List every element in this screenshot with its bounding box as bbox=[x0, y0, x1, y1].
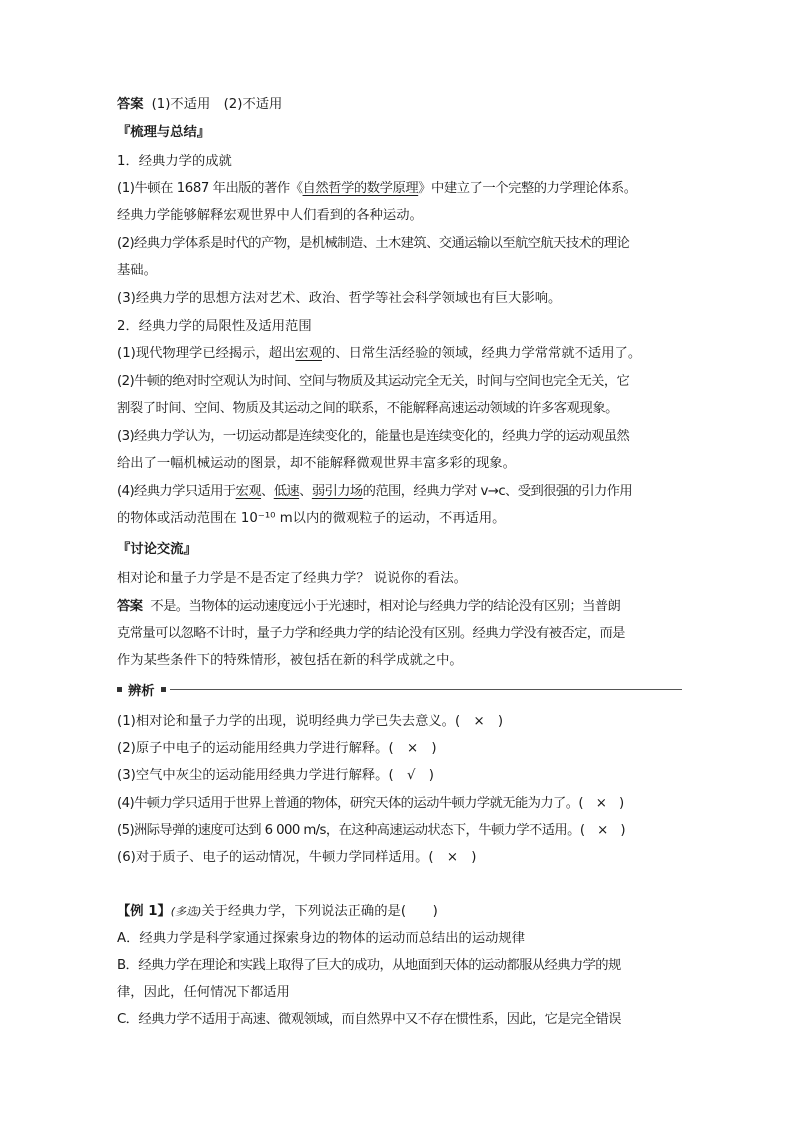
judge-item: (6)对于质子、电子的运动情况，牛顿力学同样适用。( × ) bbox=[117, 850, 477, 865]
s2-p4-u3: 弱引力场 bbox=[311, 484, 363, 499]
s2-p4-post: 的范围，经典力学对 v→c、受到很强的引力作用 bbox=[362, 484, 633, 499]
s1-p1-line2: 经典力学能够解释宏观世界中人们看到的各种运动。 bbox=[117, 208, 423, 223]
discussion-answer-text1: 不是。当物体的运动速度远小于光速时，相对论与经典力学的结论没有区别；当普朗 bbox=[150, 599, 621, 614]
discussion-question: 相对论和量子力学是不是否定了经典力学？ 说说你的看法。 bbox=[117, 571, 467, 586]
s1-p1-pre: (1)牛顿在 1687 年出版的著作《 bbox=[117, 181, 303, 196]
judge-item: (1)相对论和量子力学的出现，说明经典力学已失去意义。( × ) bbox=[117, 714, 504, 729]
option-b-line2: 律，因此，任何情况下都适用 bbox=[117, 985, 290, 1000]
s2-p1-underlined: 宏观 bbox=[295, 346, 322, 361]
section-1-title: 1．经典力学的成就 bbox=[117, 154, 232, 169]
option-c-line1: C．经典力学不适用于高速、微观领域，而自然界中又不存在惯性系，因此，它是完全错误 bbox=[117, 1012, 621, 1027]
top-answer bbox=[117, 96, 682, 114]
example-note: (多选) bbox=[170, 905, 202, 918]
judge-item: (4)牛顿力学只适用于世界上普通的物体，研究天体的运动牛顿力学就无能为力了。( × ) bbox=[117, 796, 624, 811]
book-title: 自然哲学的数学原理 bbox=[302, 181, 419, 196]
discussion-answer-line2: 克常量可以忽略不计时，量子力学和经典力学的结论没有区别。经典力学没有被否定，而是 bbox=[117, 626, 625, 641]
s1-p1-post: 》中建立了一个完整的力学理论体系。 bbox=[418, 181, 637, 196]
s2-p1 bbox=[117, 345, 682, 363]
example-stem-text: 关于经典力学，下列说法正确的是( ) bbox=[201, 904, 438, 919]
s2-p4-u2: 低速 bbox=[273, 484, 300, 499]
s2-p1-post: 的、日常生活经验的领域，经典力学常常就不适用了。 bbox=[322, 346, 642, 361]
discussion-answer-label: 答案 bbox=[117, 599, 143, 614]
answer-text: (1)不适用 (2)不适用 bbox=[151, 97, 283, 112]
s2-p4-pre: (4)经典力学只适用于 bbox=[117, 484, 236, 499]
s2-p4-sep2: 、 bbox=[299, 484, 312, 499]
option-a: A．经典力学是科学家通过探索身边的物体的运动而总结出的运动规律 bbox=[117, 931, 526, 946]
discussion-heading: 『讨论交流』 bbox=[117, 542, 197, 557]
judge-section-divider bbox=[117, 682, 682, 699]
judge-item: (3)空气中灰尘的运动能用经典力学进行解释。( √ ) bbox=[117, 768, 434, 783]
summary-heading: 『梳理与总结』 bbox=[117, 125, 211, 140]
s1-p3: (3)经典力学的思想方法对艺术、政治、哲学等社会科学领域也有巨大影响。 bbox=[117, 291, 562, 306]
square-bullet-icon bbox=[117, 687, 122, 692]
square-bullet-icon bbox=[161, 687, 166, 692]
s1-p2-line2: 基础。 bbox=[117, 263, 157, 278]
s2-p4-u1: 宏观 bbox=[235, 484, 262, 499]
discussion-answer-line1 bbox=[117, 598, 682, 616]
s2-p4-sep1: 、 bbox=[261, 484, 274, 499]
answer-label: 答案 bbox=[117, 97, 144, 112]
option-b-line1: B．经典力学在理论和实践上取得了巨大的成功，从地面到天体的运动都服从经典力学的规 bbox=[117, 958, 621, 973]
s2-p2-line2: 割裂了时间、空间、物质及其运动之间的联系，不能解释高速运动领域的许多客观现象。 bbox=[117, 401, 619, 416]
example-1-stem bbox=[117, 903, 682, 921]
section-2-title: 2．经典力学的局限性及适用范围 bbox=[117, 319, 312, 334]
judge-item: (5)洲际导弹的速度可达到 6 000 m/s，在这种高速运动状态下，牛顿力学不适用。( × ) bbox=[117, 823, 625, 838]
s2-p4-line2: 的物体或活动范围在 10⁻¹⁰ m以内的微观粒子的运动，不再适用。 bbox=[117, 511, 506, 526]
s2-p3-line1: (3)经典力学认为，一切运动都是连续变化的，能量也是连续变化的，经典力学的运动观虽然 bbox=[117, 429, 630, 444]
divider-rule bbox=[170, 689, 682, 690]
s1-p2-line1: (2)经典力学体系是时代的产物，是机械制造、土木建筑、交通运输以至航空航天技术的理论 bbox=[117, 236, 630, 251]
s2-p2-line1: (2)牛顿的绝对时空观认为时间、空间与物质及其运动完全无关，时间与空间也完全无关，它 bbox=[117, 374, 630, 389]
s2-p1-pre: (1)现代物理学已经揭示，超出 bbox=[117, 346, 296, 361]
judge-title: 辨析 bbox=[128, 683, 155, 699]
example-tag: 【例 1】 bbox=[117, 904, 171, 919]
judge-item: (2)原子中电子的运动能用经典力学进行解释。( × ) bbox=[117, 741, 437, 756]
s2-p4-line1 bbox=[117, 483, 682, 501]
s1-p1-line1 bbox=[117, 180, 682, 198]
discussion-answer-line3: 作为某些条件下的特殊情形，被包括在新的科学成就之中。 bbox=[117, 653, 463, 668]
s2-p3-line2: 给出了一幅机械运动的图景，却不能解释微观世界丰富多彩的现象。 bbox=[117, 456, 516, 471]
